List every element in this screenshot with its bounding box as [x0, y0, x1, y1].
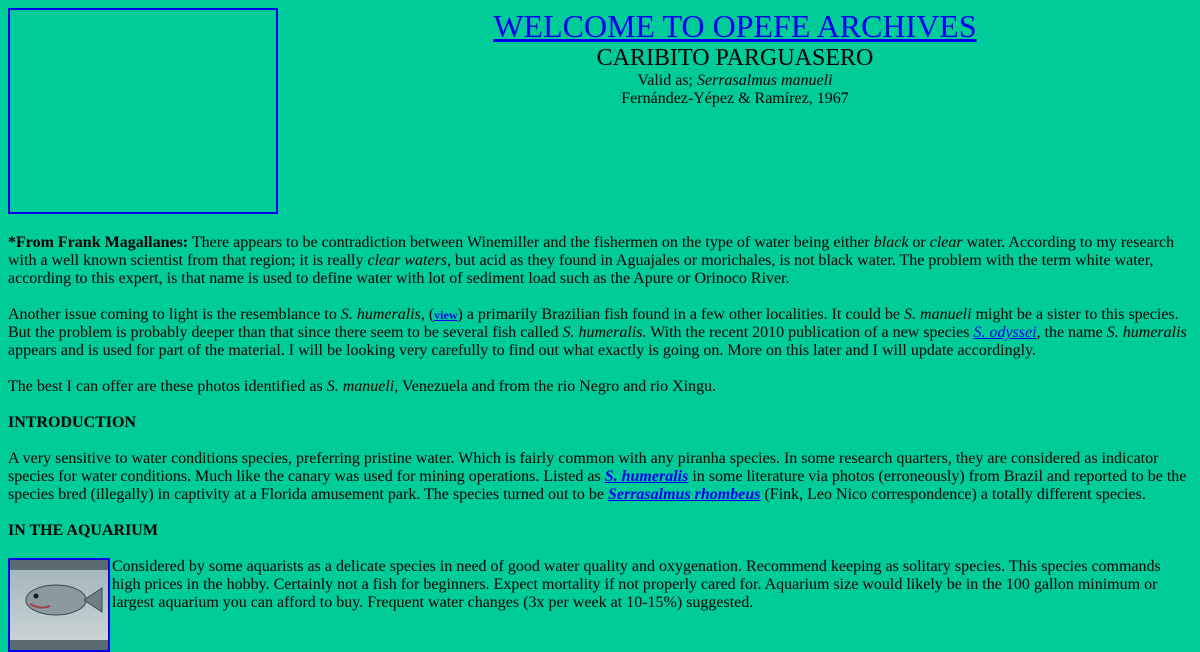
aquarium-paragraph: Considered by some aquarists as a delicate species in need of good water quality and oxygenation. Recommend keeping as solitary species. This species commands high prices in the hobby. Certainly not a fish for beginners. Expect mortality if not properly cared for. Aquarium size would likely be in the 100 gallon minimum or largest aquarium you can afford to buy. Frequent water changes (3x per week at 10-15%) suggested.: [112, 558, 1161, 611]
odyssei-link[interactable]: [973, 324, 1036, 341]
paragraph-humeralis: [8, 306, 1192, 360]
text: or: [908, 234, 930, 251]
text: black: [873, 234, 909, 251]
text: (Fink, Leo Nico correspondence) a totally different species.: [760, 486, 1146, 503]
text: , the name: [1036, 324, 1107, 341]
aquarium-section: [8, 558, 1192, 612]
view-link[interactable]: view: [434, 308, 458, 322]
valid-prefix: Valid as;: [637, 72, 693, 89]
valid-as: [270, 72, 1200, 90]
odyssei-link-text: S. odyssei: [973, 324, 1037, 341]
text: Another issue coming to light is the resemblance to: [8, 306, 341, 323]
paragraph-magallanes: [8, 234, 1192, 288]
main-content: [8, 234, 1192, 652]
paragraph-introduction: [8, 450, 1192, 504]
text: might be a sister to this species. But the problem is probably deeper than that since there seem to be several fish called: [8, 306, 1179, 341]
rhombeus-link[interactable]: [608, 486, 761, 503]
paragraph-photos: [8, 378, 1192, 396]
fish-photo-icon: [10, 560, 108, 650]
page-header: [270, 8, 1200, 108]
text: With the recent 2010 publication of a new species: [646, 324, 974, 341]
text: clear waters,: [367, 252, 452, 269]
text: but acid as they found in Aguajales or morichales, is not black water. The problem with the term white water, according to this expert, is that name is used to define water with lot of sediment load such as the Apure or Orinoco River.: [8, 252, 1154, 287]
humeralis-link-text: S. humeralis: [604, 468, 689, 485]
valid-species: Serrasalmus manueli: [696, 72, 833, 89]
site-title-link[interactable]: WELCOME TO OPEFE ARCHIVES: [493, 8, 977, 44]
text: A very sensitive to water conditions species, preferring pristine water. Which is fairly common with any piranha species. In some research quarters, they are considered as indicator species for water conditions. Much like the canary was used for mining operations. Listed as: [8, 450, 1159, 485]
text: ) a primarily Brazilian fish found in a few other localities. It could be: [457, 306, 905, 323]
fish-thumbnail-link[interactable]: [8, 558, 110, 652]
text: S. humeralis,: [340, 306, 425, 323]
text: S. manueli,: [326, 378, 399, 395]
rhombeus-link-text: Serrasalmus rhombeus: [607, 486, 761, 503]
humeralis-link[interactable]: [605, 468, 689, 485]
text: water. According to my research with a well known scientist from that region; it is really: [8, 234, 1175, 269]
text: Venezuela and from the rio Negro and rio Xingu.: [398, 378, 717, 395]
text: appears and is used for part of the material. I will be looking very carefully to find out what exactly is going on. More on this later and I will update accordingly.: [8, 342, 1036, 359]
aquarium-heading: IN THE AQUARIUM: [8, 522, 158, 539]
text: clear: [929, 234, 963, 251]
author-label: *From Frank Magallanes:: [8, 234, 189, 251]
text: S. humeralis: [1106, 324, 1187, 341]
text: There appears to be contradiction between Winemiller and the fishermen on the type of water being either: [188, 234, 874, 251]
text: The best I can offer are these photos identified as: [8, 378, 327, 395]
text: (: [424, 306, 435, 323]
introduction-heading: INTRODUCTION: [8, 414, 137, 431]
common-name: CARIBITO PARGUASERO: [596, 45, 874, 71]
banner-image-frame[interactable]: [8, 8, 278, 214]
species-authority: Fernández-Yépez & Ramírez, 1967: [621, 90, 849, 107]
text: in some literature via photos (erroneously) from Brazil and reported to be the species bred (illegally) in captivity at a Florida amusement park. The species turned out to be: [8, 468, 1187, 503]
text: S. manueli: [904, 306, 972, 323]
text: S. humeralis.: [562, 324, 647, 341]
